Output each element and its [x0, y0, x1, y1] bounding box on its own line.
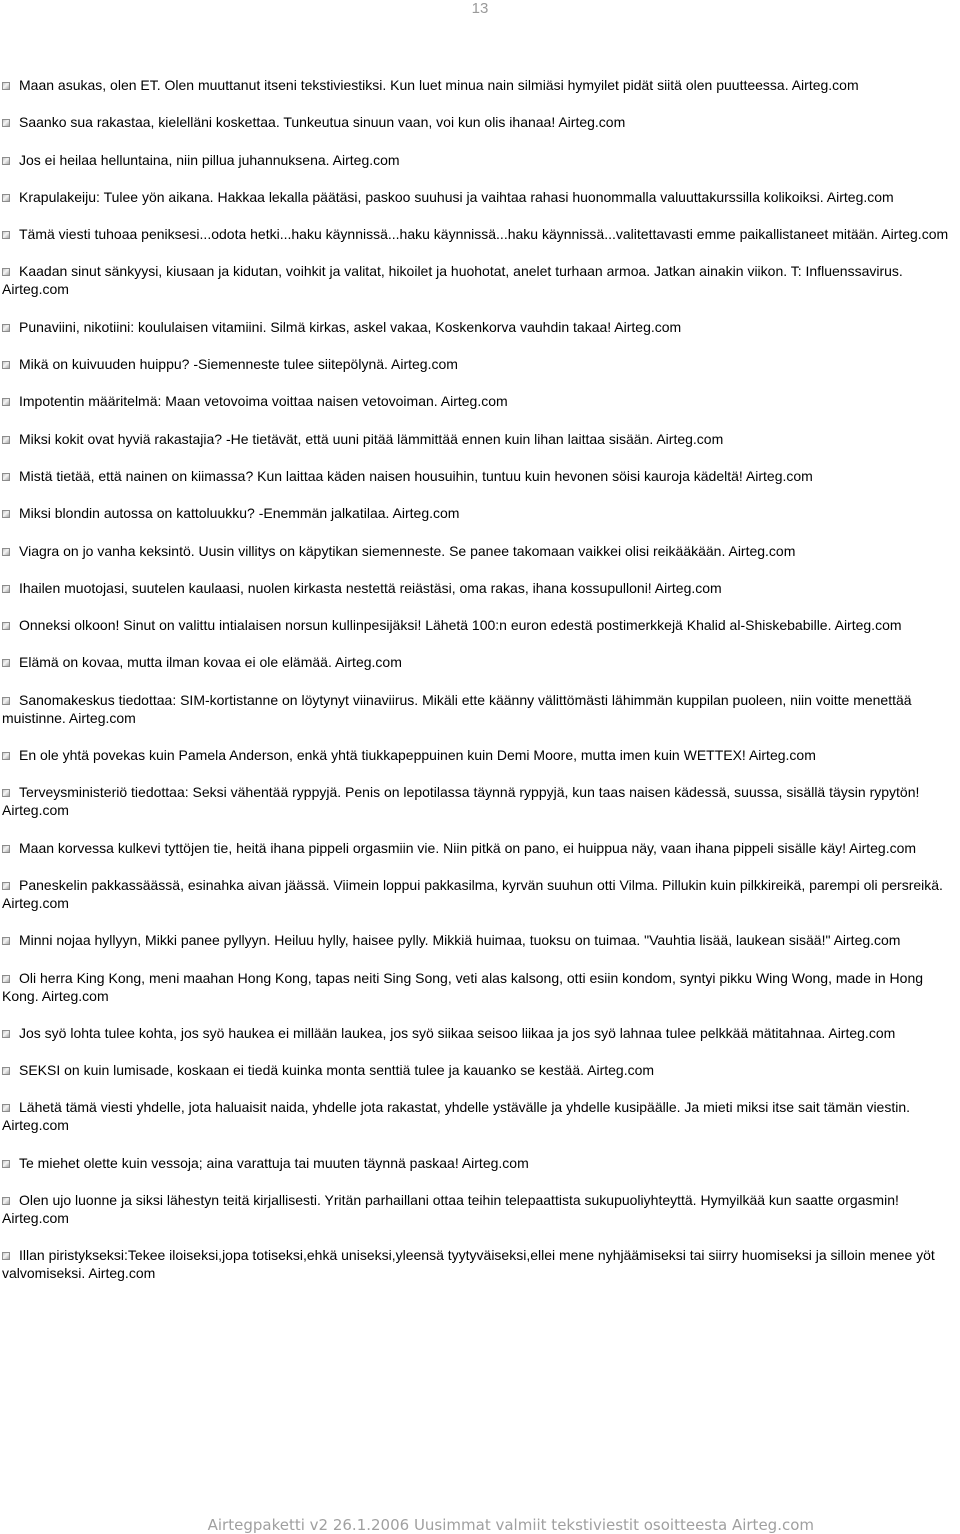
message-text: Mistä tietää, että nainen on kiimassa? Kun laittaa käden naisen housuihin, tuntuu kuin hevonen söisi kauroja kädeltä! Airteg.com	[19, 467, 813, 484]
bullet-icon	[2, 231, 10, 239]
message-text: Mikä on kuivuuden huippu? -Siemenneste tulee siitepölynä. Airteg.com	[19, 356, 458, 373]
message-text: Terveysministeriö tiedottaa: Seksi vähentää ryppyjä. Penis on lepotilassa täynnä ryppyjä, kun taas naisen kädessä, suussa, sisällä täysin rypytön! Airteg.com	[2, 784, 920, 819]
message-item	[2, 467, 958, 485]
bullet-icon	[2, 324, 10, 332]
message-item	[2, 1246, 958, 1282]
bullet-icon	[2, 119, 10, 127]
bullet-icon	[2, 473, 10, 481]
message-item	[2, 931, 958, 949]
message-item	[2, 579, 958, 597]
message-item	[2, 653, 958, 671]
bullet-icon	[2, 585, 10, 593]
message-text: Elämä on kovaa, mutta ilman kovaa ei ole elämää. Airteg.com	[19, 654, 402, 671]
message-text: En ole yhtä povekas kuin Pamela Anderson, enkä yhtä tiukkapeppuinen kuin Demi Moore, mutta imen kuin WETTEX! Airteg.com	[19, 747, 816, 764]
message-text: Punaviini, nikotiini: koululaisen vitamiini. Silmä kirkas, askel vakaa, Koskenkorva vauhdin takaa! Airteg.com	[19, 318, 682, 335]
bullet-icon	[2, 82, 10, 90]
message-item	[2, 76, 958, 94]
message-item	[2, 1061, 958, 1079]
page-number: 13	[471, 0, 489, 17]
message-item	[2, 969, 958, 1005]
message-item	[2, 504, 958, 522]
message-item	[2, 783, 958, 819]
message-item	[2, 839, 958, 857]
message-item	[2, 1191, 958, 1227]
bullet-icon	[2, 659, 10, 667]
bullet-icon	[2, 752, 10, 760]
message-text: Miksi kokit ovat hyviä rakastajia? -He tietävät, että uuni pitää lämmittää ennen kuin lihan laittaa sisään. Airteg.com	[19, 430, 724, 447]
message-item	[2, 151, 958, 169]
bullet-icon	[2, 1197, 10, 1205]
bullet-icon	[2, 398, 10, 406]
message-text: Lähetä tämä viesti yhdelle, jota haluaisit naida, yhdelle jota rakastat, yhdelle ystävälle ja yhdelle kusipäälle. Ja mieti miksi itse sait tämän viestin. Airteg.com	[2, 1099, 911, 1134]
message-item	[2, 430, 958, 448]
message-text: Sanomakeskus tiedottaa: SIM-kortistanne on löytynyt viinaviirus. Mikäli ette käänny välittömästi lähimmän kuppilan puoleen, niin voitte menettää muistinne. Airteg.com	[2, 691, 912, 726]
message-text: Maan asukas, olen ET. Olen muuttanut itseni tekstiviestiksi. Kun luet minua nain silmiäsi hymyilet pidät siitä olen puutteessa. Airteg.com	[19, 77, 859, 93]
message-text: Miksi blondin autossa on kattoluukku? -Enemmän jalkatilaa. Airteg.com	[19, 505, 460, 522]
message-text: Saanko sua rakastaa, kielelläni koskettaa. Tunkeutua sinuun vaan, voi kun olis ihanaa! Airteg.com	[19, 114, 626, 131]
message-item	[2, 225, 958, 243]
message-item	[2, 616, 958, 634]
message-text: Illan piristykseksi:Tekee iloiseksi,jopa totiseksi,ehkä uniseksi,yleensä tyytyväiseksi,ellei mene nyhjäämiseksi tai siirry huomiseksi ja silloin menee yöt valvomiseksi. Airteg.com	[2, 1247, 935, 1282]
message-text: Maan korvessa kulkevi tyttöjen tie, heitä ihana pippeli orgasmiin vie. Niin pitkä on pano, ei huippua näy, vaan ihana pippeli sisälle käy! Airteg.com	[19, 839, 917, 856]
bullet-icon	[2, 268, 10, 276]
bullet-icon	[2, 622, 10, 630]
message-text: Oli herra King Kong, meni maahan Hong Kong, tapas neiti Sing Song, veti alas kalsong, otti esiin kondom, syntyi pikku Wing Wong, made in Hong Kong. Airteg.com	[2, 969, 924, 1004]
bullet-icon	[2, 1160, 10, 1168]
message-text: Jos syö lohta tulee kohta, jos syö haukea ei millään laukea, jos syö siikaa seisoo liikaa ja jos syö lahnaa tulee pelkkää mätitahnaa. Airteg.com	[19, 1024, 896, 1041]
message-item	[2, 691, 958, 727]
bullet-icon	[2, 882, 10, 890]
message-item	[2, 876, 958, 912]
bullet-icon	[2, 789, 10, 797]
message-text: SEKSI on kuin lumisade, koskaan ei tiedä kuinka monta senttiä tulee ja kauanko se kestää. Airteg.com	[19, 1062, 655, 1079]
message-item	[2, 1024, 958, 1042]
message-text: Krapulakeiju: Tulee yön aikana. Hakkaa lekalla päätäsi, paskoo suuhusi ja vaihtaa rahasi huonommalla valuuttakurssilla kolikoiksi. Airteg.com	[19, 188, 894, 205]
bullet-icon	[2, 845, 10, 853]
message-item	[2, 542, 958, 560]
bullet-icon	[2, 1104, 10, 1112]
bullet-icon	[2, 548, 10, 556]
message-item	[2, 392, 958, 410]
bullet-icon	[2, 1067, 10, 1075]
bullet-icon	[2, 697, 10, 705]
message-item	[2, 746, 958, 764]
message-text: Tämä viesti tuhoaa peniksesi...odota hetki...haku käynnissä...haku käynnissä...haku käynnissä...valitettavasti emme paikallistaneet mitään. Airteg.com	[19, 226, 949, 243]
bullet-icon	[2, 510, 10, 518]
message-item	[2, 318, 958, 336]
page-footer: Airtegpaketti v2 26.1.2006 Uusimmat valmiit tekstiviestit osoitteesta Airteg.com	[207, 1516, 814, 1534]
bullet-icon	[2, 436, 10, 444]
bullet-icon	[2, 157, 10, 165]
message-text: Impotentin määritelmä: Maan vetovoima voittaa naisen vetovoiman. Airteg.com	[19, 393, 508, 410]
message-item	[2, 1098, 958, 1134]
message-text: Viagra on jo vanha keksintö. Uusin villitys on käpytikan siemenneste. Se panee takomaan vaikkei olisi reikääkään. Airteg.com	[19, 542, 796, 559]
message-list	[2, 76, 958, 1302]
bullet-icon	[2, 361, 10, 369]
message-item	[2, 1154, 958, 1172]
message-item	[2, 262, 958, 298]
message-item	[2, 355, 958, 373]
bullet-icon	[2, 194, 10, 202]
message-text: Kaadan sinut sänkyysi, kiusaan ja kidutan, voihkit ja valitat, hikoilet ja huohotat, anelet turhaan armoa. Jatkan ainakin viikon. T: Influenssavirus. Airteg.com	[2, 263, 903, 298]
message-item	[2, 188, 958, 206]
bullet-icon	[2, 1252, 10, 1260]
message-text: Ihailen muotojasi, suutelen kaulaasi, nuolen kirkasta nestettä reiästäsi, oma rakas, ihana kossupulloni! Airteg.com	[19, 579, 722, 596]
bullet-icon	[2, 937, 10, 945]
message-text: Jos ei heilaa helluntaina, niin pillua juhannuksena. Airteg.com	[19, 151, 400, 168]
bullet-icon	[2, 975, 10, 983]
message-text: Paneskelin pakkassäässä, esinahka aivan jäässä. Viimein loppui pakkasilma, kyrvän suuhun otti Vilma. Pillukin kuin pilkkireikä, parempi oli persreikä. Airteg.com	[2, 876, 943, 911]
message-text: Te miehet olette kuin vessoja; aina varattuja tai muuten täynnä paskaa! Airteg.com	[19, 1154, 529, 1171]
message-text: Minni nojaa hyllyyn, Mikki panee pyllyyn. Heiluu hylly, haisee pylly. Mikkiä huimaa, tuoksu on tuimaa. "Vauhtia lisää, laukean sisää!" Airteg.com	[19, 932, 901, 949]
message-item	[2, 113, 958, 131]
bullet-icon	[2, 1030, 10, 1038]
message-text: Olen ujo luonne ja siksi lähestyn teitä kirjallisesti. Yritän parhaillani ottaa teihin telepaattista sukupuoliyhteyttä. Hymyilkää kun saatte orgasmin! Airteg.com	[2, 1192, 899, 1227]
message-text: Onneksi olkoon! Sinut on valittu intialaisen norsun kullinpesijäksi! Lähetä 100:n euron edestä postimerkkejä Khalid al-Shiskebabille. Airteg.com	[19, 617, 902, 634]
